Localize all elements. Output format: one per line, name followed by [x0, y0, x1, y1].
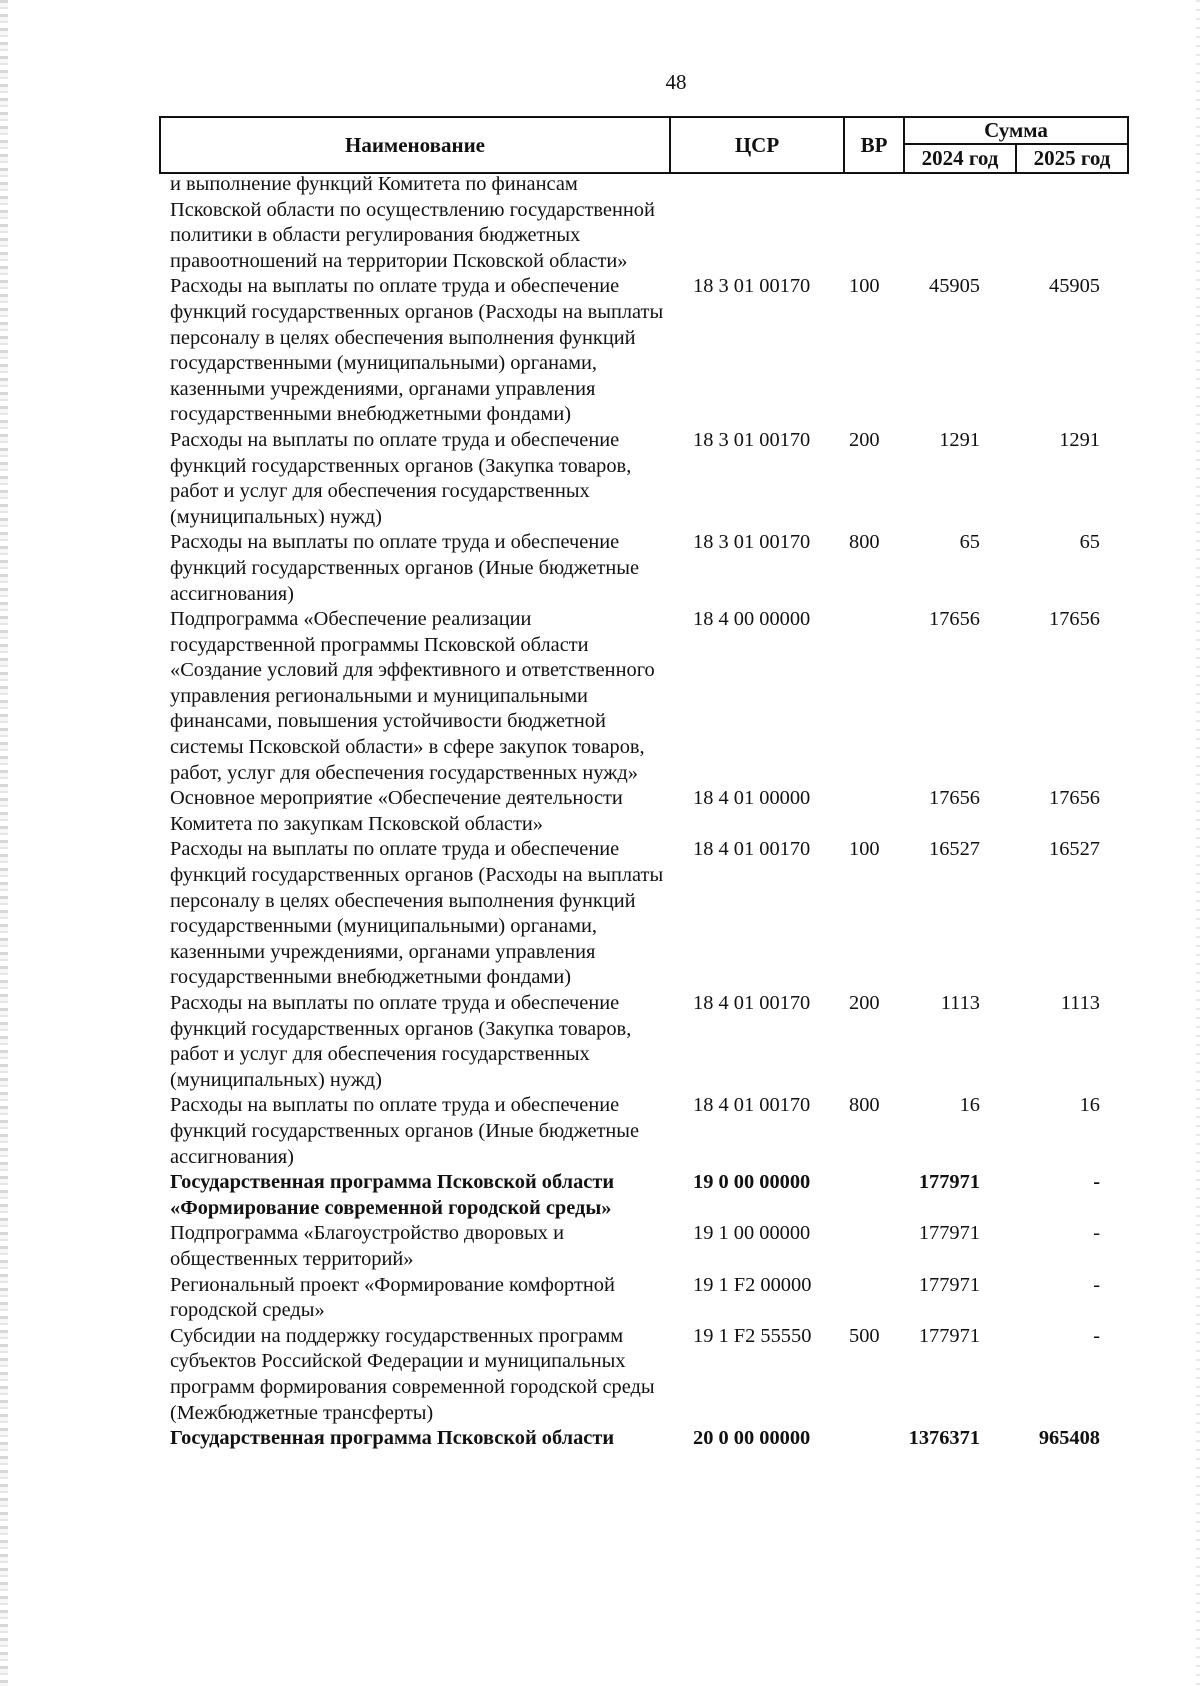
- table-row: [170, 1426, 1130, 1452]
- row-vr: 800: [849, 531, 880, 554]
- table-row: [170, 1093, 1130, 1170]
- row-vr: 100: [849, 275, 880, 298]
- row-name: Расходы на выплаты по оплате труда и обеспечение функций государственных органов (Закупка товаров, работ и услуг для обеспечения государственных (муниципальных) нужд): [170, 992, 632, 1091]
- row-sum-2024: 17656: [929, 787, 980, 810]
- row-name: Расходы на выплаты по оплате труда и обеспечение функций государственных органов (Иные бюджетные ассигнования): [170, 531, 640, 605]
- row-sum-2025: -: [1093, 1222, 1100, 1245]
- row-sum-2024: 177971: [918, 1171, 980, 1194]
- row-csr: 19 1 F2 55550: [693, 1324, 812, 1347]
- row-sum-2024: 1376371: [908, 1427, 980, 1450]
- row-vr: 200: [849, 992, 880, 1014]
- table-row: [170, 1324, 1130, 1426]
- row-name: Расходы на выплаты по оплате труда и обеспечение функций государственных органов (Расходы на выплаты персоналу в целях обеспечения выполнения функций государственными (муниципальными) органами, казенными учреждениями, органами управления государственными внебюджетными фондами): [170, 275, 664, 426]
- row-sum-2025: 17656: [1049, 608, 1100, 631]
- table-row: [170, 1273, 1130, 1324]
- row-csr: 18 4 01 00170: [693, 838, 811, 861]
- row-name: Расходы на выплаты по оплате труда и обеспечение функций государственных органов (Закупка товаров, работ и услуг для обеспечения государственных (муниципальных) нужд): [170, 428, 632, 528]
- row-sum-2024: 177971: [918, 1273, 980, 1296]
- table-row: [170, 274, 1130, 428]
- row-sum-2024: 1113: [940, 992, 980, 1014]
- row-sum-2025: -: [1093, 1171, 1100, 1194]
- table-row: [170, 1221, 1130, 1272]
- table-row: [170, 428, 1130, 530]
- row-name: Основное мероприятие «Обеспечение деятельности Комитета по закупкам Псковской области»: [170, 787, 623, 835]
- table-row: [170, 172, 1130, 274]
- row-csr: 18 4 01 00000: [693, 787, 811, 810]
- table-row: [170, 837, 1130, 991]
- row-csr: 18 3 01 00170: [693, 428, 811, 451]
- row-name: Расходы на выплаты по оплате труда и обеспечение функций государственных органов (Иные бюджетные ассигнования): [170, 1094, 640, 1168]
- row-csr: 19 1 F2 00000: [693, 1273, 812, 1296]
- table-header: [159, 116, 1129, 174]
- row-sum-2025: 1291: [1059, 428, 1100, 451]
- row-csr: 18 3 01 00170: [693, 531, 811, 554]
- table-row: [170, 786, 1130, 837]
- header-csr: ЦСР: [670, 117, 844, 173]
- row-sum-2025: 17656: [1049, 787, 1100, 810]
- row-name: и выполнение функций Комитета по финансам Псковской области по осуществлению государственной политики в области регулирования бюджетных правоотношений на территории Псковской области»: [170, 173, 655, 272]
- row-name: Государственная программа Псковской области: [170, 1427, 615, 1450]
- table-row: [170, 607, 1130, 786]
- scan-edge-right: [1196, 0, 1200, 1686]
- row-sum-2024: 177971: [918, 1324, 980, 1347]
- table-row: [170, 530, 1130, 607]
- row-vr: 800: [849, 1094, 880, 1117]
- row-sum-2024: 16: [959, 1094, 980, 1117]
- row-sum-2025: -: [1093, 1273, 1100, 1296]
- header-year-2024: 2024 год: [904, 144, 1016, 173]
- row-name: Расходы на выплаты по оплате труда и обеспечение функций государственных органов (Расходы на выплаты персоналу в целях обеспечения выполнения функций государственными (муниципальными) органами, казенными учреждениями, органами управления государственными внебюджетными фондами): [170, 838, 664, 989]
- page-number: 48: [665, 70, 687, 94]
- table-row: [170, 991, 1130, 1093]
- row-vr: 100: [849, 838, 880, 861]
- row-sum-2025: 1113: [1060, 992, 1100, 1014]
- row-csr: 19 0 00 00000: [693, 1171, 811, 1194]
- row-name: Государственная программа Псковской области «Формирование современной городской среды»: [170, 1171, 615, 1219]
- row-vr: 500: [849, 1324, 880, 1347]
- row-csr: 18 4 01 00170: [693, 1094, 811, 1117]
- header-year-2025: 2025 год: [1016, 144, 1128, 173]
- row-sum-2024: 1291: [939, 428, 980, 451]
- row-sum-2025: -: [1093, 1324, 1100, 1347]
- row-vr: 200: [849, 428, 880, 451]
- row-sum-2025: 16527: [1049, 838, 1100, 861]
- row-csr: 18 3 01 00170: [693, 275, 811, 298]
- row-sum-2024: 65: [959, 531, 980, 554]
- row-sum-2024: 17656: [929, 608, 980, 631]
- table-row: [170, 1170, 1130, 1221]
- row-sum-2025: 45905: [1049, 275, 1100, 298]
- row-csr: 19 1 00 00000: [693, 1222, 811, 1245]
- row-sum-2024: 177971: [918, 1222, 980, 1245]
- row-sum-2024: 45905: [929, 275, 980, 298]
- row-name: Подпрограмма «Обеспечение реализации государственной программы Псковской области «Создание условий для эффективного и ответственного управления региональными и муниципальными финансами, повышения устойчивости бюджетной системы Псковской области» в сфере закупок товаров, работ, услуг для обеспечения государственных нужд»: [170, 608, 655, 784]
- row-csr: 18 4 00 00000: [693, 608, 811, 631]
- row-sum-2025: 65: [1079, 531, 1100, 554]
- row-sum-2025: 965408: [1038, 1427, 1100, 1450]
- row-csr: 18 4 01 00170: [693, 992, 811, 1014]
- row-name: Субсидии на поддержку государственных программ субъектов Российской Федерации и муниципальных программ формирования современной городской среды (Межбюджетные трансферты): [170, 1324, 655, 1424]
- row-sum-2025: 16: [1079, 1094, 1100, 1117]
- scan-edge-left: [0, 0, 8, 1686]
- row-csr: 20 0 00 00000: [693, 1427, 811, 1450]
- table-body: [170, 172, 1130, 1452]
- row-name: Региональный проект «Формирование комфортной городской среды»: [170, 1273, 615, 1322]
- header-vr: ВР: [844, 117, 904, 173]
- header-sum: Сумма: [904, 117, 1128, 144]
- row-name: Подпрограмма «Благоустройство дворовых и общественных территорий»: [170, 1222, 565, 1270]
- header-name: Наименование: [160, 117, 670, 173]
- row-sum-2024: 16527: [929, 838, 980, 861]
